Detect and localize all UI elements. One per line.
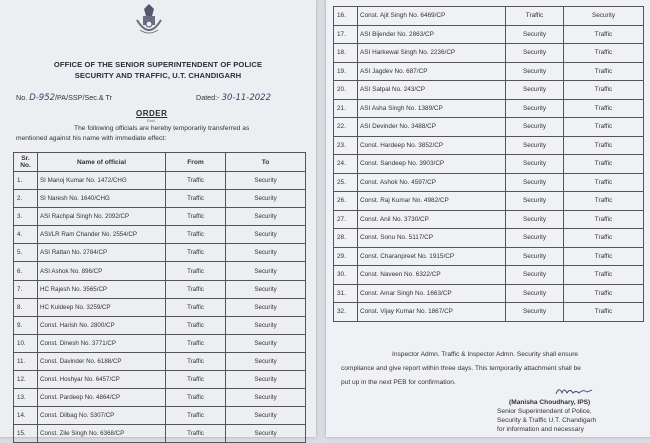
row-sr: 31. <box>334 284 358 303</box>
table-row <box>334 136 644 155</box>
row-sr: 18. <box>334 44 358 63</box>
reference-number: No. D-952/PA/SSP/Sec.& Tr <box>16 93 113 103</box>
table-row <box>334 7 644 26</box>
table-row <box>14 425 306 443</box>
row-to: Traffic <box>564 266 644 285</box>
row-name: Const. Dinesh No. 3771/CP <box>38 334 166 352</box>
row-from: Traffic <box>166 389 226 407</box>
row-sr: 21. <box>334 99 358 118</box>
footer-line2: compliance and give report within three days. This temporarily attachment shall be <box>341 365 581 372</box>
footer-line1: Inspector Admn. Traffic & Inspector Admn. Security shall ensure <box>392 351 579 358</box>
row-sr: 25. <box>334 173 358 192</box>
row-name: ASI Satpal No. 243/CP <box>358 81 506 100</box>
row-to: Security <box>226 280 306 298</box>
header-from: From <box>166 153 226 172</box>
row-name: SI Naresh No. 1640/CHG <box>38 190 166 208</box>
row-from: Security <box>506 25 564 44</box>
row-sr: 17. <box>334 25 358 44</box>
table-row <box>334 303 644 322</box>
row-sr: 10. <box>14 334 38 352</box>
row-name: Const. Hoshyar No. 6457/CP <box>38 371 166 389</box>
row-sr: 3. <box>14 208 38 226</box>
row-to: Security <box>226 316 306 334</box>
row-from: Traffic <box>506 7 564 26</box>
footer-line3: put up in the next PEB for confirmation. <box>341 379 456 386</box>
table-row <box>14 407 306 425</box>
row-from: Security <box>506 210 564 229</box>
row-sr: 5. <box>14 244 38 262</box>
row-from: Traffic <box>166 298 226 316</box>
row-sr: 20. <box>334 81 358 100</box>
row-from: Traffic <box>166 172 226 190</box>
row-to: Security <box>226 226 306 244</box>
transfer-table-left <box>13 152 306 443</box>
row-from: Security <box>506 247 564 266</box>
intro-line2: mentioned against his name with immediate effect: <box>16 135 167 142</box>
row-name: Const. Sandeep No. 3903/CP <box>358 155 506 174</box>
table-row <box>334 229 644 248</box>
row-sr: 29. <box>334 247 358 266</box>
row-sr: 2. <box>14 190 38 208</box>
row-to: Traffic <box>564 229 644 248</box>
row-from: Traffic <box>166 226 226 244</box>
table-row <box>14 208 306 226</box>
dated-handwritten: 30-11-2022 <box>221 93 271 103</box>
signatory-name: (Manisha Choudhary, IPS) <box>509 399 591 406</box>
order-sub: Encl. <box>147 118 156 123</box>
table-row <box>334 118 644 137</box>
row-name: ASI Bijender No. 2863/CP <box>358 25 506 44</box>
signatory-title2: Security & Traffic U.T. Chandigarh <box>497 417 597 424</box>
header-sr: Sr. No. <box>14 153 38 172</box>
row-from: Traffic <box>166 190 226 208</box>
row-to: Traffic <box>564 210 644 229</box>
table-row <box>334 155 644 174</box>
row-from: Traffic <box>166 352 226 370</box>
row-from: Security <box>506 118 564 137</box>
row-to: Security <box>226 208 306 226</box>
row-name: Const. Ajit Singh No. 6469/CP <box>358 7 506 26</box>
row-to: Traffic <box>564 247 644 266</box>
signatory-title1: Senior Superintendent of Police, <box>497 408 592 415</box>
table-row <box>14 280 306 298</box>
handwritten-signature <box>554 384 594 398</box>
row-name: Const. Sonu No. 5117/CP <box>358 229 506 248</box>
row-name: ASI Asha Singh No. 1389/CP <box>358 99 506 118</box>
row-from: Traffic <box>166 407 226 425</box>
row-from: Security <box>506 229 564 248</box>
order-heading: ORDER <box>136 109 168 118</box>
row-to: Traffic <box>564 118 644 137</box>
row-name: ASI Devinder No. 3488/CP <box>358 118 506 137</box>
row-sr: 15. <box>14 425 38 443</box>
row-name: Const. Charanpreet No. 1915/CP <box>358 247 506 266</box>
row-name: HC Rajesh No. 3565/CP <box>38 280 166 298</box>
row-from: Traffic <box>166 262 226 280</box>
row-name: Const. Dilbag No. 5307/CP <box>38 407 166 425</box>
row-from: Security <box>506 155 564 174</box>
row-sr: 6. <box>14 262 38 280</box>
row-name: Const. Naveen No. 6322/CP <box>358 266 506 285</box>
reference-number-handwritten: D-952 <box>29 93 56 103</box>
row-sr: 8. <box>14 298 38 316</box>
row-name: ASI Harkewal Singh No. 2236/CP <box>358 44 506 63</box>
row-from: Security <box>506 81 564 100</box>
table-row <box>14 352 306 370</box>
row-from: Security <box>506 266 564 285</box>
row-name: Const. Zile Singh No. 6368/CP <box>38 425 166 443</box>
row-sr: 28. <box>334 229 358 248</box>
row-sr: 32. <box>334 303 358 322</box>
row-to: Traffic <box>564 81 644 100</box>
row-from: Security <box>506 136 564 155</box>
table-row <box>14 226 306 244</box>
row-to: Security <box>226 389 306 407</box>
row-name: Const. Vijay Kumar No. 1867/CP <box>358 303 506 322</box>
row-name: Const. Hardeep No. 3852/CP <box>358 136 506 155</box>
row-to: Traffic <box>564 44 644 63</box>
table-row <box>14 334 306 352</box>
signatory-title3: for information and necessary <box>497 426 584 433</box>
row-to: Security <box>226 425 306 443</box>
row-name: SI Manoj Kumar No. 1472/CHG <box>38 172 166 190</box>
row-from: Security <box>506 192 564 211</box>
table-row <box>334 99 644 118</box>
row-from: Traffic <box>166 316 226 334</box>
row-to: Traffic <box>564 99 644 118</box>
row-sr: 26. <box>334 192 358 211</box>
row-to: Traffic <box>564 284 644 303</box>
dated: Dated:- 30-11-2022 <box>196 93 271 103</box>
intro-line1: The following officials are hereby temporarily transferred as <box>74 125 250 132</box>
row-to: Traffic <box>564 62 644 81</box>
row-from: Traffic <box>166 371 226 389</box>
row-from: Security <box>506 284 564 303</box>
row-sr: 19. <box>334 62 358 81</box>
table-row <box>334 81 644 100</box>
row-to: Traffic <box>564 192 644 211</box>
table-row <box>334 173 644 192</box>
row-to: Security <box>226 244 306 262</box>
office-title-line2: SECURITY AND TRAFFIC, U.T. CHANDIGARH <box>74 71 242 80</box>
table-row <box>14 262 306 280</box>
row-to: Security <box>226 407 306 425</box>
table-row <box>334 247 644 266</box>
row-sr: 22. <box>334 118 358 137</box>
row-to: Security <box>226 298 306 316</box>
table-row <box>14 172 306 190</box>
row-name: ASI Jagdev No. 687/CP <box>358 62 506 81</box>
police-emblem-icon <box>132 0 166 52</box>
row-name: ASI Ashok No. 896/CP <box>38 262 166 280</box>
row-name: Const. Raj Kumar No. 4982/CP <box>358 192 506 211</box>
row-name: ASI Rattan No. 2784/CP <box>38 244 166 262</box>
office-title-line1: OFFICE OF THE SENIOR SUPERINTENDENT OF POLICE <box>53 60 263 69</box>
table-row <box>14 298 306 316</box>
table-row <box>334 62 644 81</box>
row-to: Traffic <box>564 173 644 192</box>
row-name: Const. Davinder No. 6188/CP <box>38 352 166 370</box>
table-row <box>14 316 306 334</box>
row-sr: 11. <box>14 352 38 370</box>
row-name: Const. Pardeep No. 4864/CP <box>38 389 166 407</box>
row-to: Security <box>226 371 306 389</box>
row-sr: 14. <box>14 407 38 425</box>
row-to: Security <box>226 172 306 190</box>
row-name: Const. Amar Singh No. 1663/CP <box>358 284 506 303</box>
row-to: Security <box>226 334 306 352</box>
table-row <box>334 266 644 285</box>
row-name: HC Kuldeep No. 3259/CP <box>38 298 166 316</box>
row-sr: 24. <box>334 155 358 174</box>
row-name: ASI Rachpal Singh No. 2092/CP <box>38 208 166 226</box>
row-sr: 12. <box>14 371 38 389</box>
row-from: Security <box>506 173 564 192</box>
row-sr: 16. <box>334 7 358 26</box>
row-sr: 1. <box>14 172 38 190</box>
row-to: Traffic <box>564 25 644 44</box>
row-from: Traffic <box>166 425 226 443</box>
row-to: Traffic <box>564 155 644 174</box>
row-sr: 13. <box>14 389 38 407</box>
row-sr: 9. <box>14 316 38 334</box>
table-header-row <box>14 153 306 172</box>
row-from: Security <box>506 44 564 63</box>
row-name: Const. Ashok No. 4597/CP <box>358 173 506 192</box>
table-row <box>334 44 644 63</box>
row-sr: 27. <box>334 210 358 229</box>
row-name: Const. Harish No. 2800/CP <box>38 316 166 334</box>
table-row <box>14 389 306 407</box>
row-from: Security <box>506 62 564 81</box>
table-row <box>334 25 644 44</box>
row-from: Traffic <box>166 208 226 226</box>
row-name: ASI/LR Ram Chander No. 2554/CP <box>38 226 166 244</box>
row-sr: 30. <box>334 266 358 285</box>
row-to: Security <box>226 262 306 280</box>
row-from: Security <box>506 99 564 118</box>
table-row <box>14 371 306 389</box>
header-name: Name of official <box>38 153 166 172</box>
table-row <box>14 190 306 208</box>
row-from: Traffic <box>166 280 226 298</box>
row-sr: 7. <box>14 280 38 298</box>
row-from: Traffic <box>166 334 226 352</box>
row-to: Security <box>226 352 306 370</box>
row-to: Traffic <box>564 136 644 155</box>
row-to: Security <box>226 190 306 208</box>
row-name: Const. Anil No. 3730/CP <box>358 210 506 229</box>
table-row <box>334 192 644 211</box>
table-row <box>334 284 644 303</box>
row-from: Security <box>506 303 564 322</box>
table-row <box>14 244 306 262</box>
header-to: To <box>226 153 306 172</box>
row-to: Security <box>564 7 644 26</box>
row-from: Traffic <box>166 244 226 262</box>
table-row <box>334 210 644 229</box>
transfer-table-right <box>333 6 644 322</box>
row-sr: 4. <box>14 226 38 244</box>
row-sr: 23. <box>334 136 358 155</box>
row-to: Traffic <box>564 303 644 322</box>
